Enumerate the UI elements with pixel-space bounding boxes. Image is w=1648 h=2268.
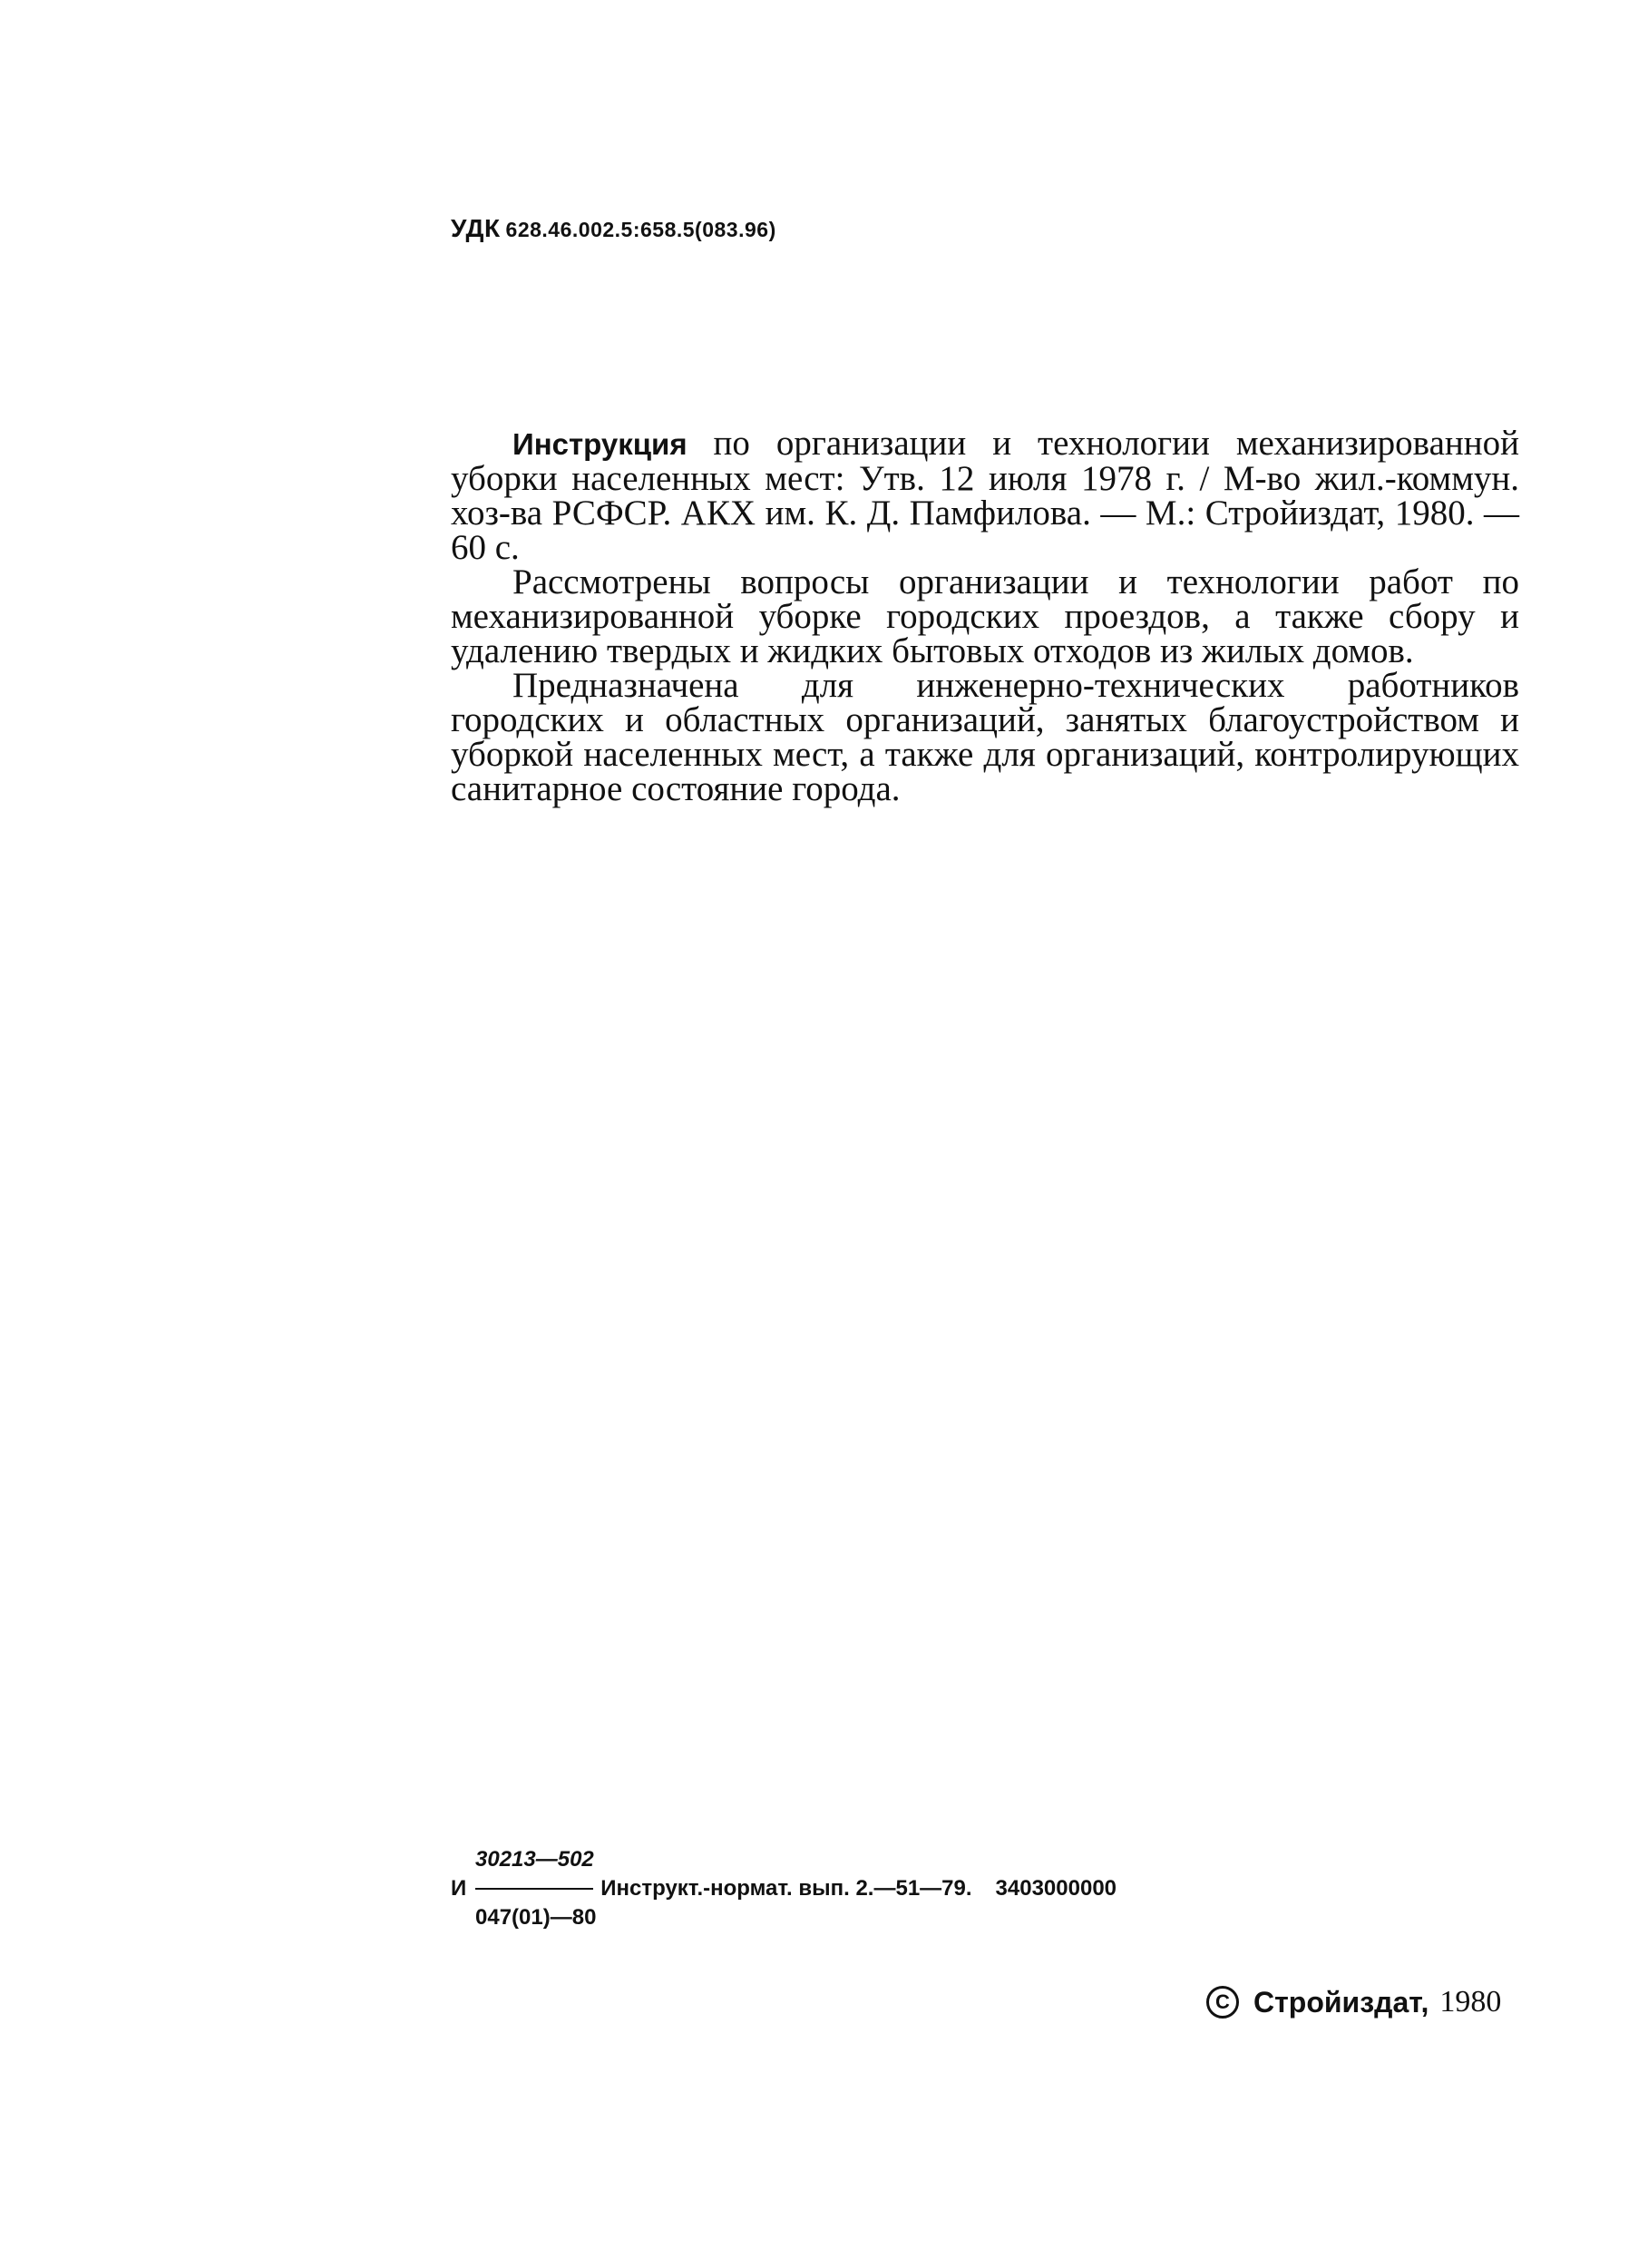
bibliographic-description xyxy=(451,426,1519,807)
imprint-series: Инструкт.-нормат. вып. 2.—51—79. xyxy=(600,1876,972,1901)
imprint-code: 3403000000 xyxy=(995,1876,1117,1901)
entry-text: по организации и технологии механизированной уборки населенных мест: Утв. 12 июля 1978 г. / М-во жил.-коммун. хоз-ва РСФСР. АКХ им. К. Д. Памфилова. — М.: Стройиздат, 1980. — 60 с. xyxy=(451,424,1519,567)
udk-line xyxy=(451,214,776,243)
imprint-denominator: 047(01)—80 xyxy=(475,1905,597,1930)
copyright-publisher: Стройиздат, xyxy=(1253,1985,1429,2019)
imprint-numerator: 30213—502 xyxy=(475,1847,594,1872)
udk-number: 628.46.002.5:658.5(083.96) xyxy=(505,218,776,241)
copyright-year: 1980 xyxy=(1439,1985,1502,2019)
bibliographic-entry xyxy=(451,426,1519,565)
fraction-rule xyxy=(475,1888,593,1890)
audience-paragraph: Предназначена для инженерно-технических работников городских и областных организаций, занятых благоустройством и уборкой населенных мест, а также для организаций, контролирующих санитарное состояние города. xyxy=(451,666,1519,808)
imprint-letter: И xyxy=(451,1876,467,1901)
copyright-line xyxy=(1206,1985,1501,2019)
copyright-icon: C xyxy=(1206,1986,1239,2019)
imprint-row xyxy=(451,1878,1117,1900)
udk-label: УДК xyxy=(451,214,501,242)
annotation-paragraph: Рассмотрены вопросы организации и технологии работ по механизированной уборке городских проездов, а также сбору и удалению твердых и жидких бытовых отходов из жилых домов. xyxy=(451,562,1519,670)
entry-lead-word: Инструкция xyxy=(512,427,687,461)
